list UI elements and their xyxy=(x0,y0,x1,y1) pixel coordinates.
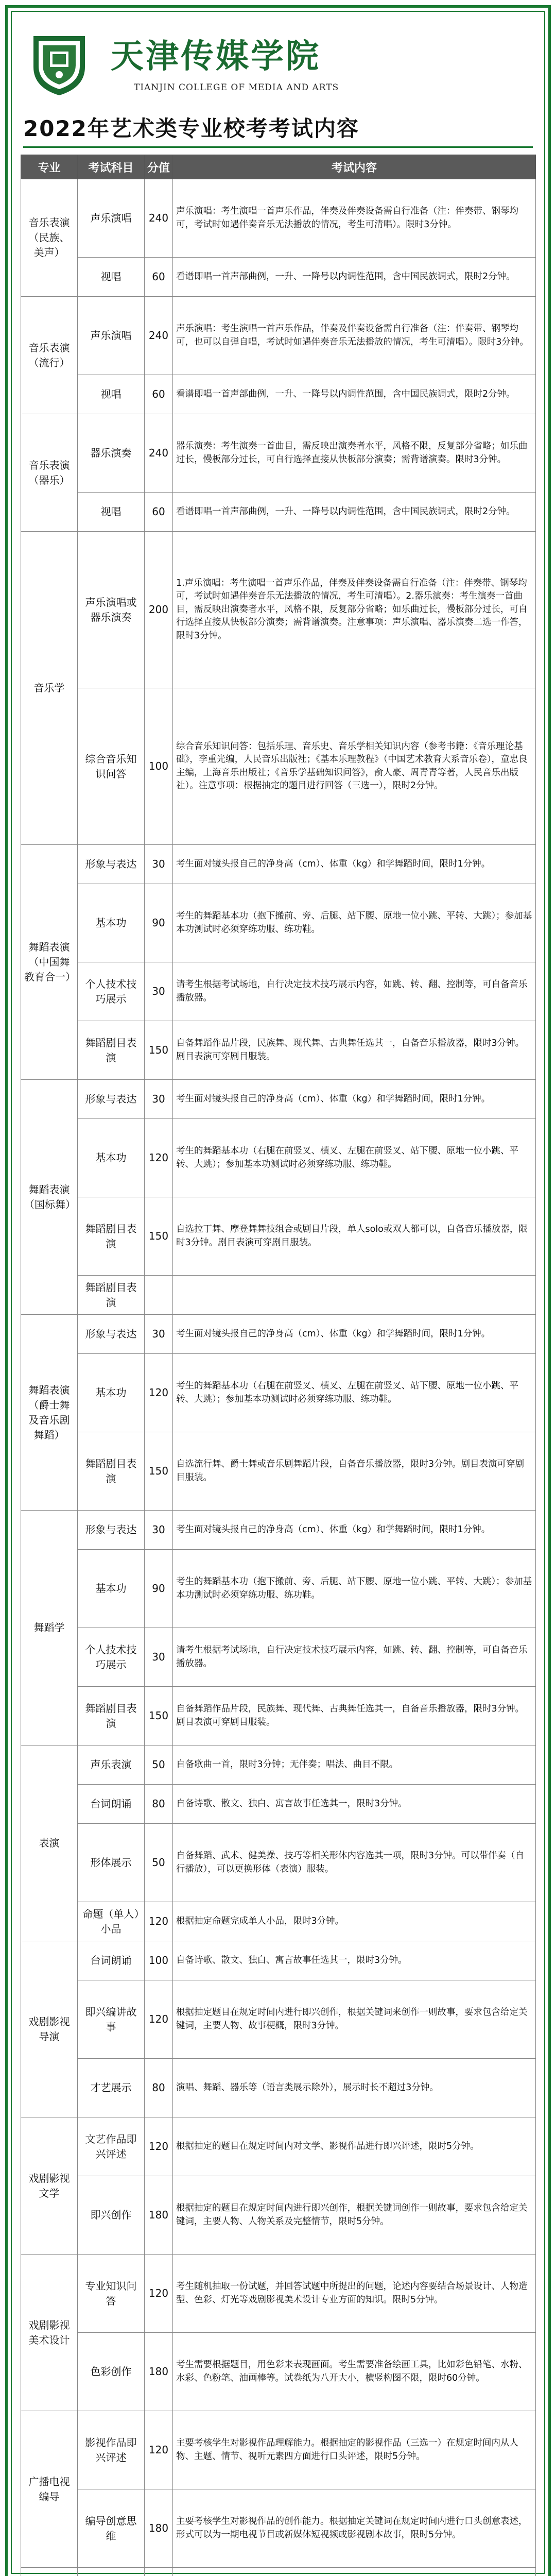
table-row xyxy=(21,2059,536,2117)
content-cell: 考生面对镜头报自己的净身高（cm）、体重（kg）和学舞蹈时间，限时1分钟。 xyxy=(173,1080,536,1119)
score-cell: 60 xyxy=(145,258,173,297)
score-cell: 150 xyxy=(145,1197,173,1276)
title-divider xyxy=(23,146,533,148)
content-cell: 自备舞蹈、武术、健美操、技巧等相关形体内容选其一项，限时3分钟。可以带伴奏（自行播放），可以更换形体（表演）服装。 xyxy=(173,1824,536,1902)
table-row xyxy=(21,884,536,962)
subject-cell: 基本功 xyxy=(78,1119,145,1197)
table-row xyxy=(21,297,536,375)
score-cell: 180 xyxy=(145,2176,173,2255)
subject-cell: 视唱 xyxy=(78,258,145,297)
score-cell: 30 xyxy=(145,1315,173,1354)
score-cell: 240 xyxy=(145,297,173,375)
subject-cell xyxy=(78,2568,145,2576)
score-cell: 120 xyxy=(145,2411,173,2489)
score-cell: 50 xyxy=(145,1824,173,1902)
score-cell: 180 xyxy=(145,2489,173,2568)
score-cell: 50 xyxy=(145,1745,173,1785)
score-cell: 100 xyxy=(145,1941,173,1980)
school-name-en: TIANJIN COLLEGE OF MEDIA AND ARTS xyxy=(134,82,339,93)
table-row xyxy=(21,414,536,493)
content-cell: 考生的舞蹈基本功（抱下搬前、旁、后腿、站下腰、原地一位小跳、平转、大跳）；参加基本功测试时必须穿练功服、练功鞋。 xyxy=(173,884,536,962)
subject-cell: 舞蹈剧目表演 xyxy=(78,1687,145,1745)
table-row xyxy=(21,2489,536,2568)
major-cell: 戏剧影视美术设计 xyxy=(21,2255,78,2411)
major-cell: 舞蹈表演（中国舞教育合一） xyxy=(21,845,78,1080)
subject-cell: 声乐表演 xyxy=(78,1745,145,1785)
header xyxy=(23,21,533,108)
table-row xyxy=(21,1354,536,1432)
table-row xyxy=(21,375,536,414)
subject-cell: 命题（单人）小品 xyxy=(78,1902,145,1941)
score-cell: 150 xyxy=(145,1021,173,1080)
major-cell: 表演 xyxy=(21,1745,78,1941)
score-cell: 30 xyxy=(145,1080,173,1119)
subject-cell: 形象与表达 xyxy=(78,845,145,884)
table-row xyxy=(21,493,536,532)
subject-cell: 形象与表达 xyxy=(78,1315,145,1354)
column-header-subject: 考试科目 xyxy=(78,155,145,179)
table-row xyxy=(21,1315,536,1354)
subject-cell: 基本功 xyxy=(78,884,145,962)
content-cell: 考生的舞蹈基本功（右腿在前竖叉、横叉、左腿在前竖叉、站下腰、原地一位小跳、平转、大跳）；参加基本功测试时必须穿练功服、练功鞋。 xyxy=(173,1119,536,1197)
score-cell: 80 xyxy=(145,2059,173,2117)
table-row xyxy=(21,1511,536,1550)
score-cell: 120 xyxy=(145,1980,173,2059)
table-row xyxy=(21,688,536,845)
content-cell: 1.声乐演唱：考生演唱一首声乐作品，伴奏及伴奏设备需自行准备（注：伴奏带、钢琴均可，考试时如遇伴奏音乐无法播放的情况，考生可清唱）。2.器乐演奏：考生演奏一首曲目，需反映出演奏者水平，风格不限，反复部分省略；如乐曲过长，慢板部分过长，可自行选择直接从快板部分演奏；需背谱演奏。注意事项：声乐演唱、器乐演奏二选一作答，限时3分钟。 xyxy=(173,532,536,688)
content-cell xyxy=(173,1276,536,1315)
subject-cell: 舞蹈剧目表演 xyxy=(78,1432,145,1511)
content-cell: 根据抽定的题目在规定时间内进行即兴创作，根据关键词创作一则故事，要求包含给定关键词，主要人物、人物关系及完整情节，限时5分钟。 xyxy=(173,2176,536,2255)
score-cell: 90 xyxy=(145,1550,173,1628)
table-row xyxy=(21,258,536,297)
table-row xyxy=(21,1785,536,1824)
subject-cell: 声乐演唱 xyxy=(78,297,145,375)
subject-cell: 台词朗诵 xyxy=(78,1941,145,1980)
table-row xyxy=(21,2176,536,2255)
score-cell: 60 xyxy=(145,493,173,532)
subject-cell: 视唱 xyxy=(78,375,145,414)
content-cell: 考生的舞蹈基本功（抱下搬前、旁、后腿、站下腰、原地一位小跳、平转、大跳）；参加基本功测试时必须穿练功服、练功鞋。 xyxy=(173,1550,536,1628)
score-cell: 60 xyxy=(145,375,173,414)
subject-cell: 编导创意思维 xyxy=(78,2489,145,2568)
score-cell: 30 xyxy=(145,962,173,1021)
content-cell: 看谱即唱一首声部曲例，一升、一降号以内调性范围，含中国民族调式，限时2分钟。 xyxy=(173,258,536,297)
score-cell: 100 xyxy=(145,688,173,845)
content-cell: 演唱、舞蹈、器乐等（语言类展示除外），展示时长不超过3分钟。 xyxy=(173,2059,536,2117)
table-row xyxy=(21,1687,536,1745)
content-cell: 主要考核学生对影视作品的创作能力。根据抽定关键词在规定时间内进行口头创意表述，形式可以为一期电视节目或新媒体短视频或影视剧本故事，限时5分钟。 xyxy=(173,2489,536,2568)
table-row xyxy=(21,2117,536,2176)
score-cell: 180 xyxy=(145,2333,173,2411)
content-cell: 主要考核学生对影视作品理解能力。根据抽定的影视作品（三选一）在规定时间内从人物、主题、情节、视听元素四方面进行口头评述，限时5分钟。 xyxy=(173,2411,536,2489)
content-cell: 根据抽定命题完成单人小品，限时3分钟。 xyxy=(173,1902,536,1941)
subject-cell: 即兴创作 xyxy=(78,2176,145,2255)
major-cell: 音乐表演（流行） xyxy=(21,297,78,414)
score-cell: 30 xyxy=(145,1511,173,1550)
table-row xyxy=(21,1119,536,1197)
school-name-cn: 天津传媒学院 xyxy=(111,37,321,76)
column-header-content: 考试内容 xyxy=(173,155,536,179)
score-cell: 200 xyxy=(145,532,173,688)
table-row xyxy=(21,1432,536,1511)
major-cell: 舞蹈表演（爵士舞及音乐剧舞蹈） xyxy=(21,1315,78,1511)
subject-cell: 基本功 xyxy=(78,1354,145,1432)
subject-cell: 舞蹈剧目表演 xyxy=(78,1276,145,1315)
major-cell: 音乐表演（民族、美声） xyxy=(21,179,78,297)
table-row xyxy=(21,1021,536,1080)
score-cell: 30 xyxy=(145,845,173,884)
score-cell: 120 xyxy=(145,2117,173,2176)
subject-cell: 声乐演唱 xyxy=(78,179,145,258)
table-row xyxy=(21,845,536,884)
content-cell: 考生的舞蹈基本功（右腿在前竖叉、横叉、左腿在前竖叉、站下腰、原地一位小跳、平转、大跳）；参加基本功测试时必须穿练功服、练功鞋。 xyxy=(173,1354,536,1432)
content-cell: 看谱即唱一首声部曲例，一升、一降号以内调性范围，含中国民族调式，限时2分钟。 xyxy=(173,493,536,532)
content-cell: 考生面对镜头报自己的净身高（cm）、体重（kg）和学舞蹈时间，限时1分钟。 xyxy=(173,1511,536,1550)
content-cell: 考生面对镜头报自己的净身高（cm）、体重（kg）和学舞蹈时间，限时1分钟。 xyxy=(173,1315,536,1354)
content-cell: 自选流行舞、爵士舞或音乐剧舞蹈片段，自备音乐播放器，限时3分钟。剧目表演可穿剧目服装。 xyxy=(173,1432,536,1511)
subject-cell: 综合音乐知识问答 xyxy=(78,688,145,845)
major-cell: 戏剧影视导演 xyxy=(21,1941,78,2117)
table-row xyxy=(21,1745,536,1785)
page-title-block xyxy=(23,113,533,149)
major-cell: 音乐学 xyxy=(21,532,78,845)
table-row xyxy=(21,1276,536,1315)
table-row xyxy=(21,1197,536,1276)
score-cell: 120 xyxy=(145,1119,173,1197)
major-cell xyxy=(21,2568,78,2576)
subject-cell: 台词朗诵 xyxy=(78,1785,145,1824)
table-row xyxy=(21,1824,536,1902)
score-cell: 150 xyxy=(145,1687,173,1745)
table-row xyxy=(21,532,536,688)
table-header-row xyxy=(21,155,536,179)
table-row xyxy=(21,1628,536,1687)
table-row xyxy=(21,179,536,258)
subject-cell: 才艺展示 xyxy=(78,2059,145,2117)
school-emblem-icon xyxy=(28,31,90,98)
table-row xyxy=(21,2411,536,2489)
major-cell: 广播电视编导 xyxy=(21,2411,78,2568)
score-cell: 120 xyxy=(145,1902,173,1941)
subject-cell: 形体展示 xyxy=(78,1824,145,1902)
content-cell: 自备歌曲一首，限时3分钟；无伴奏；唱法、曲目不限。 xyxy=(173,1745,536,1785)
score-cell xyxy=(145,2568,173,2576)
content-cell: 声乐演唱：考生演唱一首声乐作品，伴奏及伴奏设备需自行准备（注：伴奏带、钢琴均可，也可以自弹自唱，考试时如遇伴奏音乐无法播放的情况，考生可清唱）。限时3分钟。 xyxy=(173,297,536,375)
content-cell: 请考生根据考试场地，自行决定技术技巧展示内容，如跳、转、翻、控制等，可自备音乐播放器。 xyxy=(173,962,536,1021)
page-title: 2022年艺术类专业校考考试内容 xyxy=(23,116,359,141)
major-cell: 音乐表演（器乐） xyxy=(21,414,78,532)
score-cell: 120 xyxy=(145,2255,173,2333)
table-row xyxy=(21,1080,536,1119)
score-cell: 150 xyxy=(145,1432,173,1511)
column-header-score: 分值 xyxy=(145,155,173,179)
content-cell: 考生需要根据题目，用色彩来表现画面。考生需要准备绘画工具，比如彩色铅笔、水粉、水彩、色粉笔、油画棒等。试卷纸为八开大小，横竖构图不限，限时60分钟。 xyxy=(173,2333,536,2411)
table-row xyxy=(21,1980,536,2059)
major-cell: 戏剧影视文学 xyxy=(21,2117,78,2255)
content-cell: 考生随机抽取一份试题，并回答试题中所提出的问题，论述内容要结合场景设计、人物造型、色彩、灯光等戏剧影视美术设计专业方面的知识。限时5分钟。 xyxy=(173,2255,536,2333)
subject-cell: 基本功 xyxy=(78,1550,145,1628)
column-header-major: 专业 xyxy=(21,155,78,179)
score-cell: 90 xyxy=(145,884,173,962)
subject-cell: 形象与表达 xyxy=(78,1080,145,1119)
table-row xyxy=(21,2333,536,2411)
subject-cell: 器乐演奏 xyxy=(78,414,145,493)
subject-cell: 即兴编讲故事 xyxy=(78,1980,145,2059)
subject-cell: 形象与表达 xyxy=(78,1511,145,1550)
content-cell: 根据抽定的题目在规定时间内对文学、影视作品进行即兴评述，限时5分钟。 xyxy=(173,2117,536,2176)
table-row xyxy=(21,2255,536,2333)
subject-cell: 专业知识问答 xyxy=(78,2255,145,2333)
content-cell: 自备诗歌、散文、独白、寓言故事任选其一，限时3分钟。 xyxy=(173,1941,536,1980)
table-row xyxy=(21,1550,536,1628)
subject-cell: 个人技术技巧展示 xyxy=(78,962,145,1021)
content-cell: 器乐演奏：考生演奏一首曲目，需反映出演奏者水平，风格不限，反复部分省略；如乐曲过长，慢板部分过长，可自行选择直接从快板部分演奏；需背谱演奏。限时3分钟。 xyxy=(173,414,536,493)
subject-cell: 文艺作品即兴评述 xyxy=(78,2117,145,2176)
content-cell: 自备舞蹈作品片段，民族舞、现代舞、古典舞任选其一，自备音乐播放器，限时3分钟。剧目表演可穿剧目服装。 xyxy=(173,1687,536,1745)
content-cell: 考生面对镜头报自己的净身高（cm）、体重（kg）和学舞蹈时间，限时1分钟。 xyxy=(173,845,536,884)
exam-table xyxy=(21,155,535,2566)
content-cell: 自备诗歌、散文、独白、寓言故事任选其一，限时3分钟。 xyxy=(173,1785,536,1824)
content-cell: 根据抽定题目在规定时间内进行即兴创作，根据关键词来创作一则故事，要求包含给定关键词，主要人物、故事梗概，限时3分钟。 xyxy=(173,1980,536,2059)
subject-cell: 舞蹈剧目表演 xyxy=(78,1197,145,1276)
content-cell: 综合音乐知识问答：包括乐理、音乐史、音乐学相关知识内容（参考书籍：《音乐理论基础》，李重光编，人民音乐出版社；《基本乐理教程》（中国艺术教育大系音乐卷），童忠良主编，上海音乐出版社；《音乐学基础知识问答》，俞人豪、周青青等著，人民音乐出版社）。注意事项：根据抽定的题目进行回答（三选一），限时2分钟。 xyxy=(173,688,536,845)
subject-cell: 视唱 xyxy=(78,493,145,532)
score-cell: 30 xyxy=(145,1628,173,1687)
content-cell xyxy=(173,2568,536,2576)
content-cell: 自选拉丁舞、摩登舞舞技组合或剧目片段，单人solo或双人都可以，自备音乐播放器，限时3分钟。剧目表演可穿剧目服装。 xyxy=(173,1197,536,1276)
table-row xyxy=(21,962,536,1021)
subject-cell: 色彩创作 xyxy=(78,2333,145,2411)
subject-cell: 个人技术技巧展示 xyxy=(78,1628,145,1687)
subject-cell: 声乐演唱或器乐演奏 xyxy=(78,532,145,688)
table-row xyxy=(21,1941,536,1980)
score-cell: 240 xyxy=(145,179,173,258)
subject-cell: 影视作品即兴评述 xyxy=(78,2411,145,2489)
content-cell: 请考生根据考试场地，自行决定技术技巧展示内容，如跳、转、翻、控制等，可自备音乐播放器。 xyxy=(173,1628,536,1687)
score-cell: 80 xyxy=(145,1785,173,1824)
score-cell: 120 xyxy=(145,1354,173,1432)
table-row xyxy=(21,2568,536,2576)
major-cell: 舞蹈学 xyxy=(21,1511,78,1745)
score-cell xyxy=(145,1276,173,1315)
table-row xyxy=(21,1902,536,1941)
table-body xyxy=(21,179,536,2576)
major-cell: 舞蹈表演（国标舞） xyxy=(21,1080,78,1315)
content-cell: 自备舞蹈作品片段，民族舞、现代舞、古典舞任选其一，自备音乐播放器，限时3分钟。剧目表演可穿剧目服装。 xyxy=(173,1021,536,1080)
score-cell: 240 xyxy=(145,414,173,493)
subject-cell: 舞蹈剧目表演 xyxy=(78,1021,145,1080)
content-cell: 声乐演唱：考生演唱一首声乐作品，伴奏及伴奏设备需自行准备（注：伴奏带、钢琴均可，考试时如遇伴奏音乐无法播放的情况，考生可清唱）。限时3分钟。 xyxy=(173,179,536,258)
content-cell: 看谱即唱一首声部曲例，一升、一降号以内调性范围，含中国民族调式，限时2分钟。 xyxy=(173,375,536,414)
